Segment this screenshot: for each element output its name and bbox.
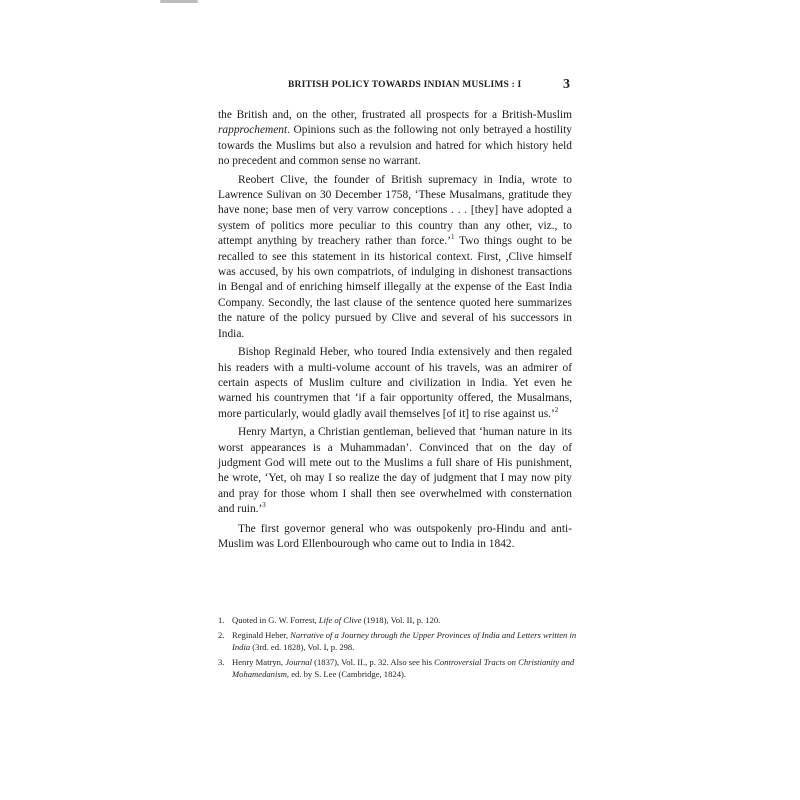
text-run: (1918), Vol. II, p. 120. <box>361 615 441 625</box>
italic-text: Life of Clive <box>318 615 362 625</box>
italic-text: rapprochement <box>218 124 288 137</box>
text-run: Quoted in G. W. Forrest, <box>232 615 319 625</box>
footnote-marker: 1 <box>451 233 455 242</box>
paragraph <box>218 108 572 170</box>
text-run: Two things ought to be recalled to see this statement in its historical context. First, ,Clive himself was accused, by his own compatriots, of indulging in dishonest transactions in Bengal and of enriching himself illegally at the expense of the East India Company. Secondly, the last clause of the sentence quoted here summarizes the nature of the policy pursued by Clive and several of his successors in India. <box>218 235 572 340</box>
running-head: BRITISH POLICY TOWARDS INDIAN MUSLIMS : I <box>288 80 522 90</box>
page-number: 3 <box>563 77 570 92</box>
text-run: Bishop Reginald Heber, who toured India extensively and then regaled his readers with a multi-volume account of his travels, was an admirer of certain aspects of Muslim culture and civilization in India. Yet even he warned his countrymen that ‘if a fair opportunity offered, the Musalmans, more particularly, would gladly avail themselves [of it] to rise against us.’ <box>218 346 572 420</box>
paragraph <box>218 522 572 553</box>
body-text <box>218 108 572 555</box>
footnotes <box>218 614 578 683</box>
text-run: Henry Martyn, a Christian gentleman, believed that ‘human nature in its worst appearances is a Muhammadan’. Convinced that on the day of judgment God will mete out to the Muslims a full share of His punishment, he wrote, ‘Yet, oh may I so realize the day of judgment that I may now pity and pray for those whom I shall then see overwhelmed with consternation and ruin.’ <box>218 426 572 516</box>
text-run: The first governor general who was outspokenly pro-Hindu and anti-Muslim was Lord Ellenbourough who came out to India in 1842. <box>218 522 572 550</box>
text-run: , ed. by S. Lee (Cambridge, 1824). <box>286 669 406 680</box>
paragraph <box>218 173 572 342</box>
footnote <box>218 614 578 627</box>
text-run: . Opinions such as the following not only betrayed a hostility towards the Muslims but also a revulsion and hatred for which history held no precedent and common sense no warrant. <box>218 124 572 168</box>
footnote <box>218 629 578 654</box>
footnote-marker: 2 <box>554 405 559 414</box>
italic-text: Narrative of a Journey through the Upper Provinces of India and Letters written in India <box>232 629 577 653</box>
text-run: (3rd. ed. 1828), Vol. I, p. 298. <box>250 642 355 653</box>
text-run: Reobert Clive, the founder of British supremacy in India, wrote to Lawrence Sulivan on 30 December 1758, ‘These Musalmans, gratitude they have none; base men of very varrow conceptions . . . [they] have adopted a system of politics more peculiar to this country than any other, viz., to attempt anything by treachery rather than force.’ <box>218 173 572 248</box>
footnote-number: 2. <box>218 629 225 640</box>
paragraph <box>218 345 572 422</box>
text-run: the British and, on the other, frustrated all prospects for a British-Muslim <box>218 109 572 121</box>
footnote-number: 1. <box>218 615 225 625</box>
text-run: Reginald Heber, <box>232 629 291 640</box>
footnote-marker: 3 <box>262 501 266 510</box>
text-run: (1837), Vol. II., p. 32. Also see his <box>311 656 435 667</box>
footnote-number: 3. <box>218 656 225 667</box>
text-run: Henry Matryn, <box>232 656 286 667</box>
footnote-text <box>232 630 576 653</box>
footnote-text <box>232 615 440 625</box>
paragraph <box>218 425 572 517</box>
footnote <box>218 656 578 681</box>
italic-text: Journal <box>285 656 312 667</box>
italic-text: Controversial Tracts on Christianity and Mohamedanism <box>232 656 575 680</box>
scan-smudge <box>160 0 198 3</box>
footnote-text <box>232 657 574 680</box>
